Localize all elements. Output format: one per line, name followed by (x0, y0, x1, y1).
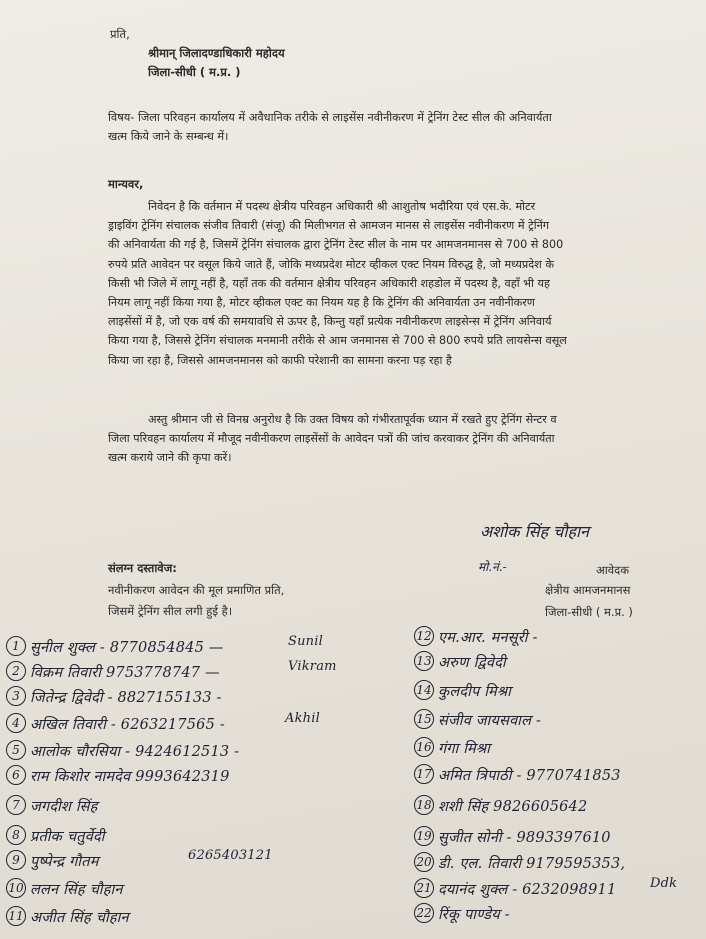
enclosures-line-1: नवीनीकरण आवेदन की मूल प्रमाणित प्रति, (108, 583, 285, 597)
signatory-name: आलोक चौरसिया - 9424612513 - (30, 744, 240, 760)
paragraph-2 (108, 410, 658, 468)
salutation: मान्यवर, (108, 177, 144, 191)
paragraph-1-line: रुपये प्रति आवेदन पर वसूल किये जाते हैं, जोकि मध्यप्रदेश मोटर व्हीकल एक्ट नियम विरुद्ध है, जो मध्यप्रदेश के (108, 257, 554, 271)
signatory-number: 9 (6, 850, 26, 870)
signatory-number: 10 (6, 878, 26, 898)
signatory-name: प्रतीक चतुर्वेदी (30, 829, 105, 845)
paragraph-2-line: अस्तु श्रीमान जी से विनम्र अनुरोध है कि उक्त विषय को गंभीरतापूर्वक ध्यान में रखते हुए ट्रेनिंग सेन्टर व (148, 413, 557, 426)
signatory-name: शशी सिंह 9826605642 (438, 799, 588, 815)
paragraph-1 (108, 197, 658, 370)
signatory-number: 22 (414, 903, 434, 923)
applicant-district: जिला-सीधी ( म.प्र. ) (545, 605, 633, 619)
signatory-number: 19 (414, 826, 434, 846)
paragraph-2-line: जिला परिवहन कार्यालय में मौजूद नवीनीकरण लाइसेंसों के आवेदन पत्रों की जांच करवाकर ट्रेनिंग की अनिवार्यता (108, 432, 555, 446)
signatory-name: विक्रम तिवारी 9753778747 — (30, 665, 220, 681)
signatory-number: 17 (414, 764, 434, 784)
address-district: जिला-सीधी ( म.प्र. ) (148, 65, 241, 79)
signatory-name: कुलदीप मिश्रा (438, 684, 512, 700)
signatory-number: 14 (414, 680, 434, 700)
signatory-number: 18 (414, 795, 434, 815)
applicant-label: आवेदक (596, 563, 630, 577)
signatory-name: सुनील शुक्ल - 8770854845 — (30, 640, 224, 656)
signatory-number: 1 (6, 636, 26, 656)
signatory-name: ललन सिंह चौहान (30, 882, 123, 898)
signatory-number: 13 (414, 651, 434, 671)
enclosures-heading: संलग्न दस्तावेज: (108, 561, 177, 575)
signatory-number: 16 (414, 737, 434, 757)
signatory-signature: 6265403121 (188, 848, 273, 863)
signatory-number: 5 (6, 740, 26, 760)
signatory-name: अखिल तिवारी - 6263217565 - (30, 717, 225, 733)
signatory-number: 15 (414, 709, 434, 729)
paragraph-1-line: किसी भी जिले में लागू नहीं है, यहाँ तक की वर्तमान क्षेत्रीय परिवहन अधिकारी शहडोल में पदस्थ है, वहाँ भी यह (108, 276, 550, 290)
address-recipient: श्रीमान् जिलादण्डाधिकारी महोदय (148, 46, 285, 60)
applicant-group: क्षेत्रीय आमजनमानस (545, 583, 631, 597)
applicant-signature: अशोक सिंह चौहान (480, 522, 589, 541)
signatory-number: 11 (6, 906, 26, 926)
signatory-name: गंगा मिश्रा (438, 741, 491, 757)
address-prati: प्रति, (110, 27, 130, 41)
signatory-name: जगदीश सिंह (30, 799, 98, 815)
signatory-name: जितेन्द्र द्विवेदी - 8827155133 - (30, 690, 222, 706)
signatory-number: 2 (6, 661, 26, 681)
signatory-number: 3 (6, 686, 26, 706)
paragraph-1-line: किया गया है, जिससे ट्रेनिंग संचालक मनमानी तरीके से आम जनमानस से 700 से 800 रुपये प्रति लायसेन्स वसूल (108, 334, 567, 348)
signatory-number: 12 (414, 626, 434, 646)
signatory-name: पुष्पेन्द्र गौतम (30, 854, 99, 870)
paragraph-1-line: लाइसेंसों में है, जो एक वर्ष की समयावधि से ऊपर है, किन्तु यहाँ प्रत्येक नवीनीकरण लाइसेन्स में ट्रेनिंग अनिवार्य (108, 315, 552, 329)
signatory-name: अजीत सिंह चौहान (30, 910, 129, 926)
signatory-number: 8 (6, 825, 26, 845)
paragraph-1-line: किया जा रहा है, जिससे आमजनमानस को काफी परेशानी का सामना करना पड़ रहा है (108, 353, 452, 367)
signatory-name: राम किशोर नामदेव 9993642319 (30, 769, 230, 785)
signatory-number: 21 (414, 878, 434, 898)
paragraph-1-line: निवेदन है कि वर्तमान में पदस्थ क्षेत्रीय परिवहन अधिकारी श्री आशुतोष भदौरिया एवं एस.के. मोटर (148, 200, 536, 213)
applicant-mob: मो.नं.- (478, 560, 507, 574)
signatory-name: रिंकू पाण्डेय - (438, 907, 510, 923)
paragraph-2-line: खत्म कराये जाने की कृपा करें। (108, 451, 232, 465)
signatory-signature: Vikram (288, 659, 337, 674)
signatory-name: अरुण द्विवेदी (438, 655, 506, 671)
paragraph-1-line: की अनिवार्यता की गई है, जिसमें ट्रेनिंग संचालक द्वारा ट्रेनिंग टेस्ट सील के नाम पर आमजनमानस से 700 से 800 (108, 238, 564, 252)
signatory-name: दयानंद शुक्ल - 6232098911 (438, 882, 617, 898)
subject-line-1: विषय- जिला परिवहन कार्यालय में अवैधानिक तरीके से लाइसेंस नवीनीकरण में ट्रेनिंग टेस्ट सील की अनिवार्यता (108, 111, 552, 124)
paragraph-1-line: नियम लागू नहीं किया गया है, मोटर व्हीकल एक्ट का नियम यह है कि ट्रेनिंग की अनिवार्यता उन नवीनीकरण (108, 296, 535, 310)
enclosures-line-2: जिसमें ट्रेनिंग सील लगी हुई है। (108, 604, 233, 618)
signatory-signature: Sunil (288, 634, 323, 649)
signatory-name: एम.आर. मनसूरी - (438, 630, 538, 646)
subject-line-2: खत्म किये जाने के सम्बन्ध में। (108, 130, 229, 143)
signatory-number: 6 (6, 765, 26, 785)
signatory-signature: Akhil (285, 711, 320, 726)
signatory-signature: Ddk (650, 876, 678, 891)
signatory-name: सुजीत सोनी - 9893397610 (438, 830, 611, 846)
signatory-number: 4 (6, 713, 26, 733)
signatory-number: 7 (6, 795, 26, 815)
paragraph-1-line: ड्राइविंग ट्रेनिंग संचालक संजीव तिवारी (संजू) की मिलीभगत से आमजन मानस से लाइसेंस नवीनीकरण में ट्रेनिंग (108, 219, 550, 233)
signatory-name: डी. एल. तिवारी 9179595353, (438, 856, 626, 872)
signatory-name: संजीव जायसवाल - (438, 713, 542, 729)
signatory-number: 20 (414, 852, 434, 872)
signatory-name: अमित त्रिपाठी - 9770741853 (438, 768, 621, 784)
